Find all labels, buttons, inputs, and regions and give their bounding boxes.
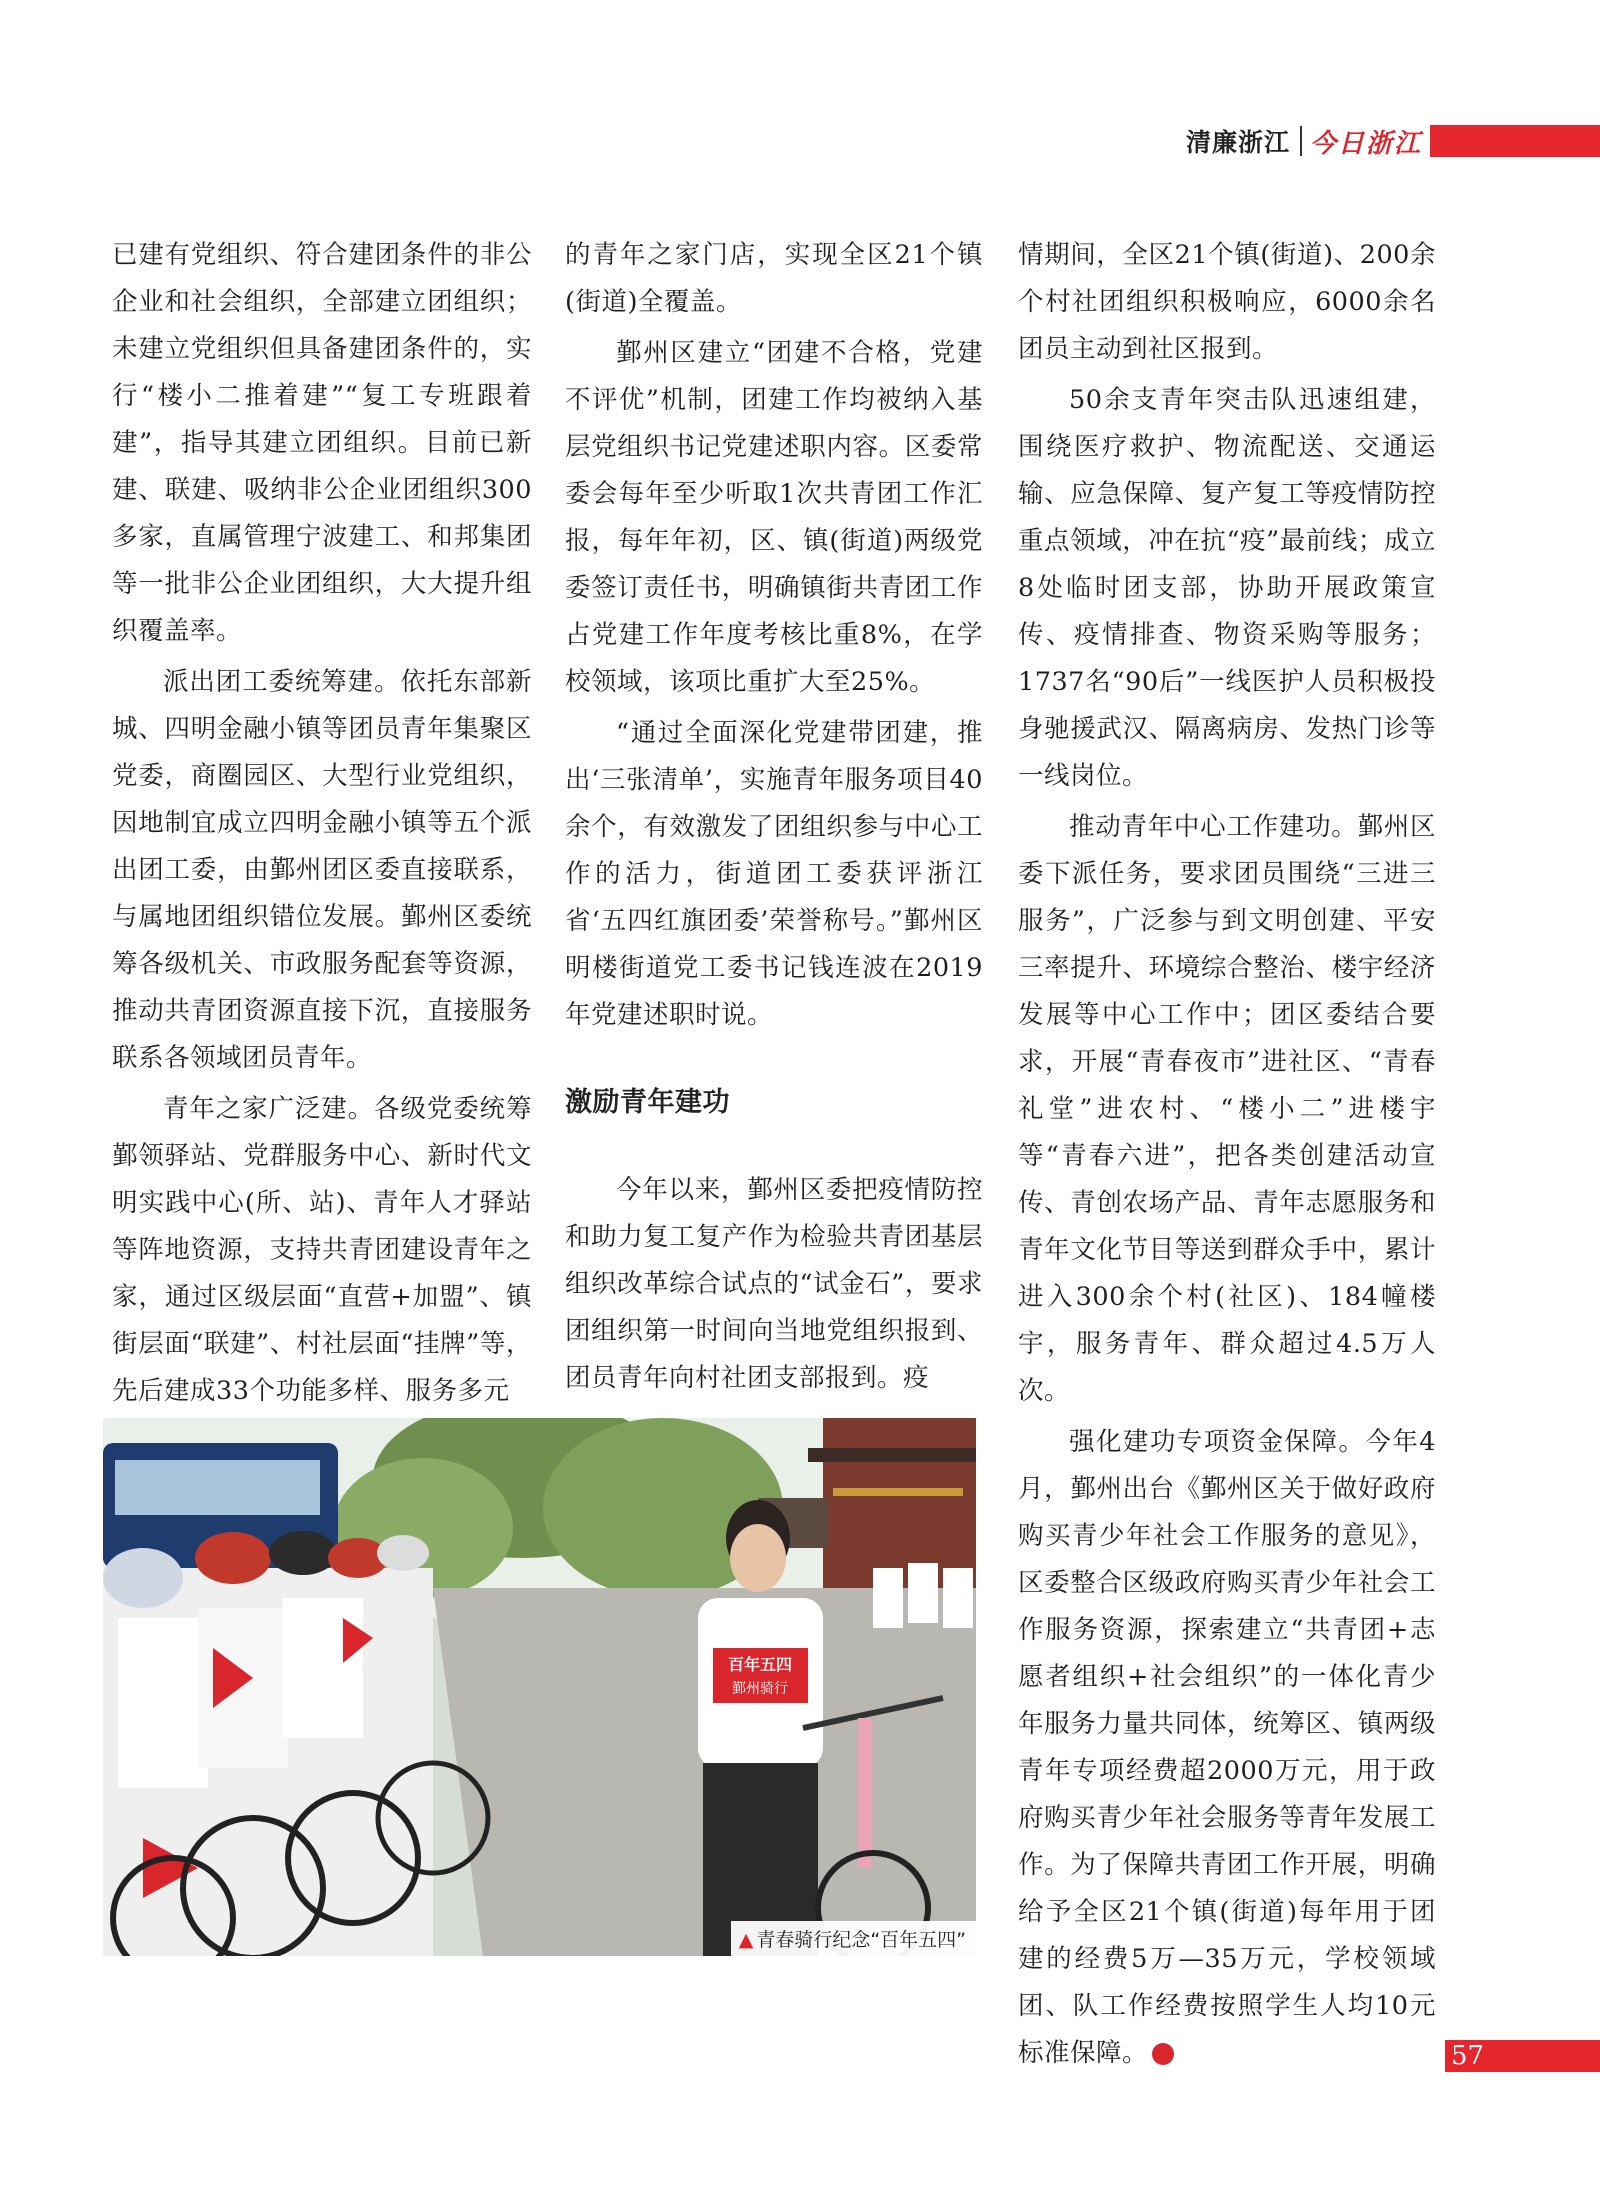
text-column-1 (112, 232, 532, 1419)
photo-illustration (103, 1418, 976, 1956)
paragraph: 的青年之家门店，实现全区21个镇(街道)全覆盖。 (565, 240, 983, 317)
paragraph: 推动青年中心工作建功。鄞州区委下派任务，要求团员围绕“三进三服务”，广泛参与到文明创建、平安三率提升、环境综合整治、楼宇经济发展等中心工作中；团区委结合要求，开展“青春夜市”进社区、“青春礼堂”进农村、“楼小二”进楼宇等“青春六进”，把各类创建活动宣传、青创农场产品、青年志愿服务和青年文化节目等送到群众手中，累计进入300余个村(社区)、184幢楼宇，服务青年、群众超过4.5万人次。 (1018, 812, 1436, 1406)
section-heading: 激励青年建功 (565, 1087, 730, 1118)
header-red-bar (1430, 125, 1600, 157)
shirt-logo-line1: 百年五四 (727, 1655, 793, 1674)
paragraph: 派出团工委统筹建。依托东部新城、四明金融小镇等团员青年集聚区党委，商圈园区、大型行业党组织，因地制宜成立四明金融小镇等五个派出团工委，由鄞州团区委直接联系，与属地团组织错位发展。鄞州区委统筹各级机关、市政服务配套等资源，推动共青团资源直接下沉，直接服务联系各领域团员青年。 (112, 667, 532, 1073)
text-column-3 (1018, 232, 1436, 2081)
end-mark-icon: 今 (1152, 2043, 1174, 2065)
cycling-event-photo (103, 1418, 976, 1956)
paragraph: 已建有党组织、符合建团条件的非公企业和社会组织，全部建立团组织；未建立党组织但具备建团条件的，实行“楼小二推着建”“复工专班跟着建”，指导其建立团组织。目前已新建、联建、吸纳非公企业团组织300多家，直属管理宁波建工、和邦集团等一批非公企业团组织，大大提升组织覆盖率。 (112, 240, 532, 646)
text-column-2 (565, 232, 983, 1406)
magazine-logo: 今日浙江 (1309, 128, 1422, 159)
paragraph: 情期间，全区21个镇(街道)、200余个村社团组织积极响应，6000余名团员主动到社区报到。 (1018, 240, 1436, 364)
paragraph: 50余支青年突击队迅速组建，围绕医疗救护、物流配送、交通运输、应急保障、复产复工等疫情防控重点领域，冲在抗“疫”最前线；成立8处临时团支部，协助开展政策宣传、疫情排查、物资采购等服务；1737名“90后”一线医护人员积极投身驰援武汉、隔离病房、发热门诊等一线岗位。 (1018, 385, 1436, 791)
paragraph: 鄞州区建立“团建不合格，党建不评优”机制，团建工作均被纳入基层党组织书记党建述职内容。区委常委会每年至少听取1次共青团工作汇报，每年年初，区、镇(街道)两级党委签订责任书，明确镇街共青团工作占党建工作年度考核比重8%，在学校领域，该项比重扩大至25%。 (565, 338, 983, 697)
paragraph (1018, 1419, 1436, 2077)
page-header (1186, 122, 1600, 160)
header-divider (1300, 126, 1302, 156)
column-title: 清廉浙江 (1185, 128, 1290, 157)
page-number: 57 (1451, 2041, 1485, 2071)
page-number-bar (1445, 2040, 1600, 2072)
paragraph: “通过全面深化党建带团建，推出‘三张清单’，实施青年服务项目40余个，有效激发了团组织参与中心工作的活力，街道团工委获评浙江省‘五四红旗团委’荣誉称号。”鄞州区明楼街道党工委书记钱连波在2019年党建述职时说。 (565, 718, 983, 1030)
paragraph-text: 强化建功专项资金保障。今年4月，鄞州出台《鄞州区关于做好政府购买青少年社会工作服务的意见》，区委整合区级政府购买青少年社会工作服务资源，探索建立“共青团+志愿者组织+社会组织”的一体化青少年服务力量共同体，统筹区、镇两级青年专项经费超2000万元，用于政府购买青少年社会服务等青年发展工作。为了保障共青团工作开展，明确给予全区21个镇(街道)每年用于团建的经费5万—35万元，学校领域团、队工作经费按照学生人均10元标准保障。 (1018, 1427, 1436, 2068)
paragraph: 青年之家广泛建。各级党委统筹鄞领驿站、党群服务中心、新时代文明实践中心(所、站)、青年人才驿站等阵地资源，支持共青团建设青年之家，通过区级层面“直营+加盟”、镇街层面“联建”、村社层面“挂牌”等，先后建成33个功能多样、服务多元 (112, 1094, 532, 1406)
shirt-logo-line2: 鄞州骑行 (732, 1681, 788, 1697)
caption-triangle-icon: ▲ (738, 1929, 754, 1951)
photo-caption (731, 1921, 976, 1956)
paragraph: 今年以来，鄞州区委把疫情防控和助力复工复产作为检验共青团基层组织改革综合试点的“试金石”，要求团组织第一时间向当地党组织报到、团员青年向村社团支部报到。疫 (565, 1175, 983, 1393)
caption-text: 青春骑行纪念“百年五四” (756, 1929, 966, 1951)
